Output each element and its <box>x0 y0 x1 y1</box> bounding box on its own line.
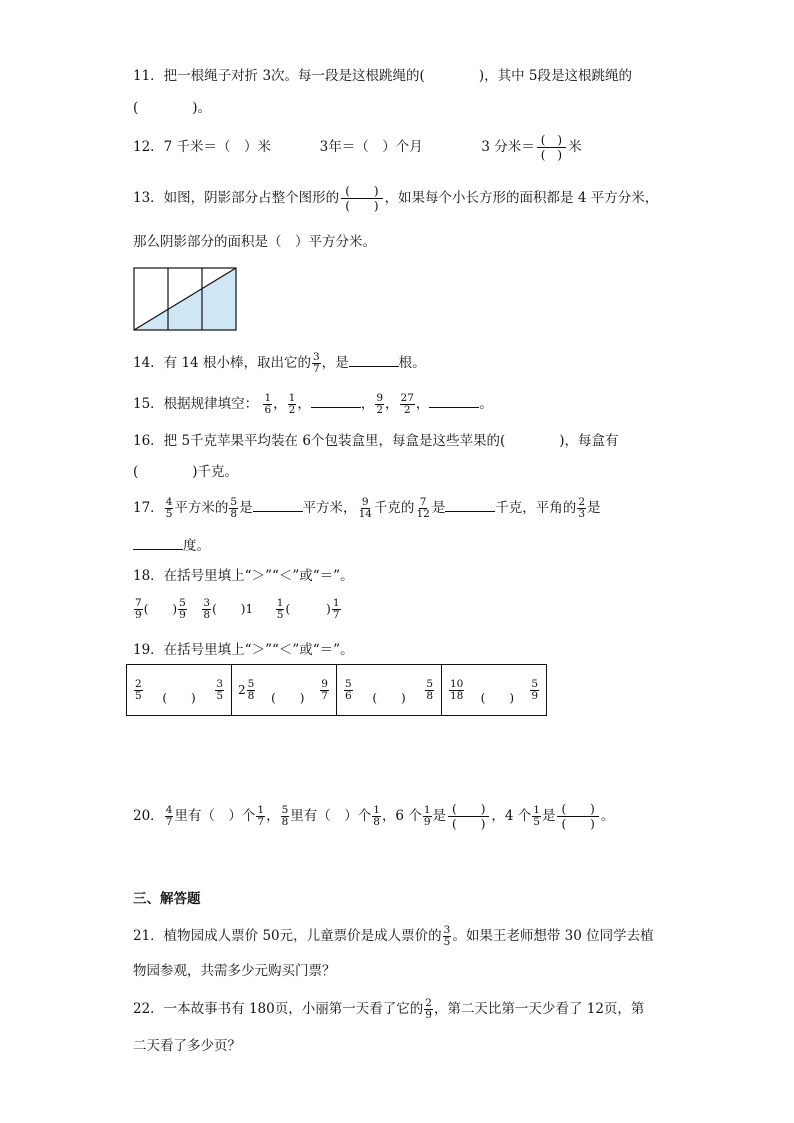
q17-blank-2[interactable] <box>445 497 495 512</box>
q13-line1: 13．如图，阴影部分占整个图形的 ( ) ( ) ，如果每个小长方形的面积都是 4 平方分米， <box>133 184 659 213</box>
q19-answer-1[interactable]: ( ) <box>162 690 196 705</box>
section-3-heading: 三、解答题 <box>133 891 201 907</box>
q19-answer-3[interactable]: ( ) <box>372 690 406 705</box>
q12-part2: 3年＝（ ）个月 <box>319 139 423 155</box>
q19-cell-4: $\frac{10}{18}$ ( ) $\frac{5}{9}$ <box>442 665 547 716</box>
q19-title: 19．在括号里填上“＞”“＜”或“＝”。 <box>133 642 354 658</box>
q18-title: 18．在括号里填上“＞”“＜”或“＝”。 <box>133 568 354 584</box>
q18-answer-3[interactable]: ( ) <box>285 602 331 616</box>
q20-answer-fraction-2[interactable]: ( ) ( ) <box>557 802 598 831</box>
q17-blank-1[interactable] <box>253 497 303 512</box>
q19-cell-1: $\frac{2}{5}$ ( ) $\frac{3}{5}$ <box>127 665 232 716</box>
q14: 14．有 14 根小棒，取出它的 $\frac{3}{7}$ ，是 根。 <box>133 351 426 375</box>
q20: 20． $\frac{4}{7}$ 里有（ ）个 $\frac{1}{7}$ ， $\frac{5}{8}$ 里有（ ）个 $\frac{1}{8}$ ，6 个 $\frac{1}{9}$ 是 ( ) ( ) ，4 个 $\frac{1}{5}$ 是 ( ) ( ) 。 <box>133 802 615 831</box>
q16-line1: 16．把 5千克苹果平均装在 6个包装盒里，每盒是这些苹果的( )，每盒有 <box>133 433 619 449</box>
q18-answer-2[interactable]: ( ) <box>212 602 246 616</box>
q12 <box>133 133 582 162</box>
q22-line2: 二天看了多少页？ <box>133 1038 241 1054</box>
q17-blank-3[interactable] <box>133 535 183 550</box>
q21-line1: 21．植物园成人票价 50元，儿童票价是成人票价的 $\frac{3}{5}$ 。如果王老师想带 30 位同学去植 <box>133 924 654 948</box>
q16-line2: ( )千克。 <box>133 464 239 480</box>
q15-blank-2[interactable] <box>429 393 479 408</box>
q13-line2: 那么阴影部分的面积是（ ）平方分米。 <box>133 234 376 250</box>
q18-items: $\frac{7}{9}$ ( ) $\frac{5}{9}$ $\frac{3}{8}$ ( )1 $\frac{1}{5}$ ( ) $\frac{1}{7}$ <box>135 597 340 621</box>
q14-fraction: $\frac{3}{7}$ <box>312 351 320 375</box>
q17-line2: 度。 <box>133 535 210 556</box>
q11-line1: 11．把一根绳子对折 3次。每一段是这根跳绳的( )，其中 5段是这根跳绳的 <box>133 68 632 84</box>
q18-answer-1[interactable]: ( ) <box>143 602 178 616</box>
q14-answer-blank[interactable] <box>349 352 399 367</box>
q19-answer-4[interactable]: ( ) <box>480 690 515 705</box>
q12-part1: 12．7 千米＝（ ）米 <box>133 139 272 155</box>
q17-line1: 17． $\frac{4}{5}$ 平方米的 $\frac{5}{8}$ 是 平方米， $\frac{9}{14}$ 千克的 $\frac{7}{12}$ 是 千克，平角的 $\frac{2}{3}$ 是 <box>133 496 601 520</box>
q19-compare-table <box>126 664 547 716</box>
q15-blank-1[interactable] <box>311 393 361 408</box>
q21-line2: 物园参观，共需多少元购买门票？ <box>133 963 336 979</box>
q19-cell-3: $\frac{5}{6}$ ( ) $\frac{5}{8}$ <box>337 665 442 716</box>
q12-part3-post: 米 <box>568 139 582 155</box>
q13-rectangle-figure <box>133 267 237 335</box>
q19-answer-2[interactable]: ( ) <box>271 690 305 705</box>
q13-answer-fraction[interactable]: ( ) ( ) <box>341 184 382 213</box>
q12-part3-pre: 3 分米＝ <box>481 139 535 155</box>
q19-cell-2: 2 $\frac{5}{8}$ ( ) $\frac{9}{7}$ <box>232 665 337 716</box>
q11-line2: ( )。 <box>133 100 212 116</box>
q20-answer-fraction-1[interactable]: ( ) ( ) <box>448 802 489 831</box>
q15: 15．根据规律填空： $\frac{1}{6}$ ， $\frac{1}{2}$ ， ， $\frac{9}{2}$ ， $\frac{27}{2}$ ， 。 <box>133 392 493 416</box>
q12-answer-fraction[interactable]: ( ) ( ) <box>537 133 566 162</box>
q22-line1: 22．一本故事书有 180页，小丽第一天看了它的 $\frac{2}{9}$ ，第二天比第一天少看了 12页，第 <box>133 997 645 1021</box>
